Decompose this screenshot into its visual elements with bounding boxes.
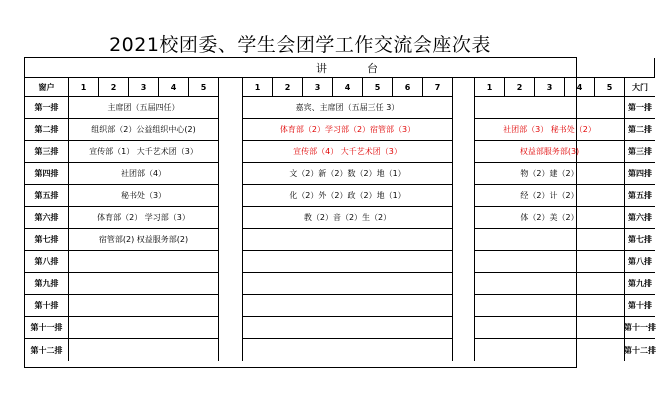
row-label-left: 第二排 — [25, 119, 69, 141]
left-seat-number: 2 — [99, 78, 129, 97]
right-seat-number: 1 — [475, 78, 505, 97]
podium-corner-right — [625, 58, 655, 78]
center-section-seats — [243, 295, 453, 317]
right-seat-number: 5 — [595, 78, 625, 97]
row-label-left: 第十二排 — [25, 339, 69, 361]
center-seat-number: 2 — [273, 78, 303, 97]
center-section-seats — [243, 229, 453, 251]
right-section-seats: 体（2）美（2） — [475, 207, 625, 229]
left-section-seats — [69, 273, 219, 295]
seating-table — [24, 57, 656, 368]
center-section-seats: 教（2）音（2）生（2） — [243, 207, 453, 229]
center-seat-number: 4 — [333, 78, 363, 97]
left-section-seats: 宣传部（1） 大千艺术团（3） — [69, 141, 219, 163]
right-section-seats — [475, 295, 625, 317]
center-seat-number: 6 — [393, 78, 423, 97]
row-label-right: 第六排 — [625, 207, 655, 229]
center-seat-number: 7 — [423, 78, 453, 97]
left-seat-number: 3 — [129, 78, 159, 97]
right-seat-number: 2 — [505, 78, 535, 97]
row-label-right: 第三排 — [625, 141, 655, 163]
row-label-right: 第八排 — [625, 251, 655, 273]
right-aisle — [453, 78, 475, 361]
left-section-seats: 社团部（4） — [69, 163, 219, 185]
window-header: 窗户 — [25, 78, 69, 97]
center-section-seats — [243, 251, 453, 273]
row-label-left: 第三排 — [25, 141, 69, 163]
row-label-left: 第十排 — [25, 295, 69, 317]
center-seat-number: 1 — [243, 78, 273, 97]
page-title: 2021校团委、学生会团学工作交流会座次表 — [109, 34, 491, 56]
right-section-seats: 经（2）计（2） — [475, 185, 625, 207]
left-aisle — [219, 78, 243, 361]
center-seat-number: 3 — [303, 78, 333, 97]
row-label-left: 第八排 — [25, 251, 69, 273]
right-section-seats — [475, 273, 625, 295]
left-section-seats: 宿管部(2) 权益服务部(2) — [69, 229, 219, 251]
center-section-seats: 化（2）外（2）政（2）地（1） — [243, 185, 453, 207]
left-seat-number: 1 — [69, 78, 99, 97]
row-label-left: 第七排 — [25, 229, 69, 251]
center-section-seats — [243, 317, 453, 339]
podium: 讲台 — [69, 58, 625, 78]
right-section-seats — [475, 317, 625, 339]
row-label-right: 第七排 — [625, 229, 655, 251]
right-seat-number: 4 — [565, 78, 595, 97]
row-label-left: 第一排 — [25, 97, 69, 119]
podium-corner-left — [25, 58, 69, 78]
center-section-seats: 嘉宾、主席团（五届三任 3） — [243, 97, 453, 119]
row-label-right: 第九排 — [625, 273, 655, 295]
row-label-right: 第十排 — [625, 295, 655, 317]
left-section-seats — [69, 251, 219, 273]
left-section-seats — [69, 317, 219, 339]
row-label-left: 第九排 — [25, 273, 69, 295]
right-section-seats — [475, 339, 625, 361]
row-label-left: 第五排 — [25, 185, 69, 207]
center-section-seats — [243, 273, 453, 295]
row-label-right: 第五排 — [625, 185, 655, 207]
left-section-seats: 秘书处（3） — [69, 185, 219, 207]
right-section-seats: 社团部（3） 秘书处（2） — [475, 119, 625, 141]
row-label-left: 第四排 — [25, 163, 69, 185]
center-seat-number: 5 — [363, 78, 393, 97]
left-section-seats: 体育部（2） 学习部（3） — [69, 207, 219, 229]
row-label-right: 第四排 — [625, 163, 655, 185]
row-label-right: 第二排 — [625, 119, 655, 141]
right-section-seats — [475, 251, 625, 273]
left-section-seats: 主席团（五届四任） — [69, 97, 219, 119]
row-label-right: 第十二排 — [624, 345, 656, 355]
right-section-seats — [475, 97, 625, 119]
row-label-left: 第六排 — [25, 207, 69, 229]
door-header: 大门 — [625, 78, 655, 97]
right-section-seats: 物（2）建（2） — [475, 163, 625, 185]
row-label-right: 第一排 — [625, 97, 655, 119]
center-section-seats — [243, 339, 453, 361]
left-section-seats — [69, 339, 219, 361]
left-section-seats: 组织部（2）公益组织中心(2) — [69, 119, 219, 141]
left-seat-number: 4 — [159, 78, 189, 97]
right-seat-number: 3 — [535, 78, 565, 97]
row-label-left: 第十一排 — [25, 317, 69, 339]
left-section-seats — [69, 295, 219, 317]
center-section-seats: 体育部（2）学习部（2）宿管部（3） — [243, 119, 453, 141]
right-section-seats: 权益部服务部(3) — [475, 141, 625, 163]
left-seat-number: 5 — [189, 78, 219, 97]
center-section-seats: 宣传部（4） 大千艺术团（3） — [243, 141, 453, 163]
center-section-seats: 文（2）新（2）数（2）地（1） — [243, 163, 453, 185]
right-section-seats — [475, 229, 625, 251]
row-label-right: 第十一排 — [625, 317, 655, 339]
